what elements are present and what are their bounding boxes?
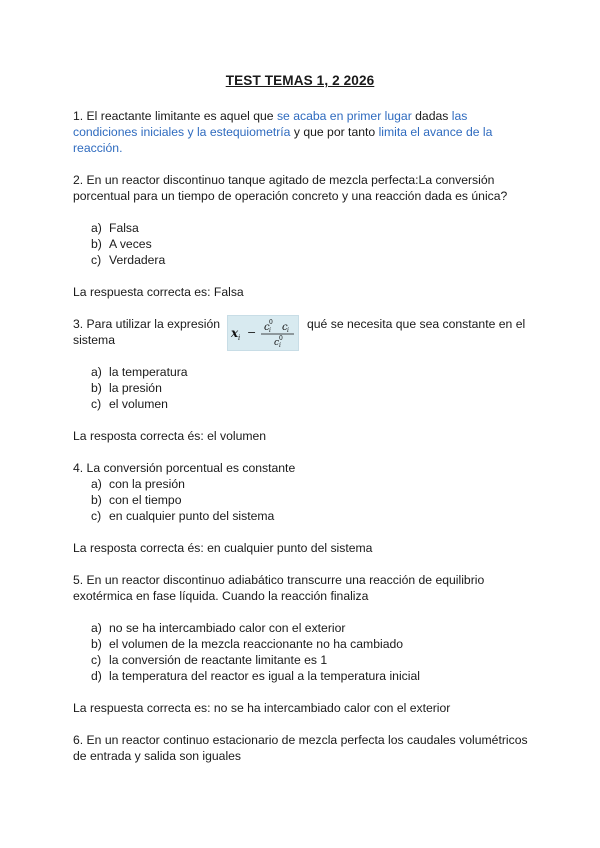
q6-line-1: 6. En un reactor continuo estacionario de mezcla perfecta los caudales volumétricos	[73, 733, 528, 747]
option-letter: b)	[91, 237, 102, 251]
option-letter: b)	[91, 381, 102, 395]
option-letter: a)	[91, 365, 102, 379]
formula-num-c: c	[264, 322, 270, 333]
option-text: A veces	[109, 237, 152, 251]
option-letter: c)	[91, 653, 102, 667]
q1-highlight-3: condiciones iniciales y la estequiometría	[73, 125, 291, 139]
q5-line-2: exotérmica en fase líquida. Cuando la reacción finaliza	[73, 589, 369, 603]
document-title: TEST TEMAS 1, 2 2026	[225, 73, 375, 88]
option-letter: b)	[91, 493, 102, 507]
option-text: la conversión de reactante limitante es 1	[109, 653, 328, 667]
option-letter: d)	[91, 669, 102, 683]
q2-line-2: porcentual para un tiempo de operación concreto y una reacción dada es única?	[73, 189, 508, 203]
option-text: en cualquier punto del sistema	[109, 509, 275, 523]
formula-num-sub: i	[269, 327, 271, 334]
formula-svg	[228, 316, 298, 350]
question-5	[73, 572, 533, 604]
q6-line-2: de entrada y salida son iguales	[73, 749, 242, 763]
formula-dash: −	[247, 326, 257, 339]
q1-highlight-5: reacción.	[73, 141, 123, 155]
question-1	[73, 108, 533, 156]
option-text: la temperatura del reactor es igual a la temperatura inicial	[109, 669, 420, 683]
option-text: la temperatura	[109, 365, 188, 379]
q1-highlight-4: limita el avance de la	[378, 125, 493, 139]
q3-text-after: qué se necesita que sea constante en el	[307, 317, 526, 331]
option-text: no se ha intercambiado calor con el exterior	[109, 621, 346, 635]
q2-option-c	[91, 252, 531, 268]
option-letter: a)	[91, 221, 102, 235]
q5-option-c	[91, 652, 531, 668]
formula-num-sub2: i	[287, 327, 289, 334]
q2-answer: La respuesta correcta es: Falsa	[73, 285, 244, 299]
q1-highlight-2: las	[451, 109, 468, 123]
formula-den-c: c	[274, 338, 280, 348]
q5-option-b	[91, 636, 531, 652]
formula-den-sup: 0	[279, 335, 283, 342]
q2-option-a	[91, 220, 531, 236]
q1-text-1: 1. El reactante limitante es aquel que	[73, 109, 277, 123]
q1-highlight-1: se acaba en primer lugar	[276, 109, 412, 123]
option-letter: b)	[91, 637, 102, 651]
option-text: el volumen	[109, 397, 168, 411]
formula-x-sub: i	[238, 334, 241, 342]
question-6	[73, 732, 533, 764]
q2-option-b	[91, 236, 531, 252]
q4-line-1: 4. La conversión porcentual es constante	[73, 461, 296, 475]
q4-option-c	[91, 508, 531, 524]
q3-option-a	[91, 364, 531, 380]
option-text: la presión	[109, 381, 162, 395]
q2-line-1: 2. En un reactor discontinuo tanque agitado de mezcla perfecta:La conversión	[73, 173, 495, 187]
option-letter: c)	[91, 397, 102, 411]
formula-den-sub: i	[279, 342, 281, 349]
formula-num-c2: c	[282, 322, 288, 333]
q5-answer: La respuesta correcta es: no se ha intercambiado calor con el exterior	[73, 701, 451, 715]
formula-x: x	[231, 326, 239, 340]
question-2	[73, 172, 533, 204]
formula-image	[227, 315, 299, 351]
question-1-line-3	[73, 140, 533, 156]
option-letter: c)	[91, 253, 102, 267]
option-letter: a)	[91, 621, 102, 635]
q1-text-3: y que por tanto	[290, 125, 379, 139]
q4-option-b	[91, 492, 531, 508]
question-1-line-1	[73, 108, 533, 124]
q3-option-b	[91, 380, 531, 396]
option-text: Verdadera	[109, 253, 166, 267]
option-text: con la presión	[109, 477, 185, 491]
q4-option-a	[91, 476, 531, 492]
q5-line-1: 5. En un reactor discontinuo adiabático transcurre una reacción de equilibrio	[73, 573, 485, 587]
formula-num-sup: 0	[269, 319, 273, 326]
option-letter: a)	[91, 477, 102, 491]
q1-text-2: dadas	[411, 109, 452, 123]
q3-answer: La resposta correcta és: el volumen	[73, 429, 267, 443]
option-text: Falsa	[109, 221, 139, 235]
q3-text-before: 3. Para utilizar la expresión	[73, 317, 220, 331]
q3-text-line-2: sistema	[73, 333, 115, 347]
q4-answer: La resposta correcta és: en cualquier punto del sistema	[73, 541, 373, 555]
option-letter: c)	[91, 509, 102, 523]
option-text: el volumen de la mezcla reaccionante no ha cambiado	[109, 637, 404, 651]
q5-option-d	[91, 668, 531, 684]
option-text: con el tiempo	[109, 493, 182, 507]
question-1-line-2	[73, 124, 533, 140]
q5-option-a	[91, 620, 531, 636]
q3-option-c	[91, 396, 531, 412]
